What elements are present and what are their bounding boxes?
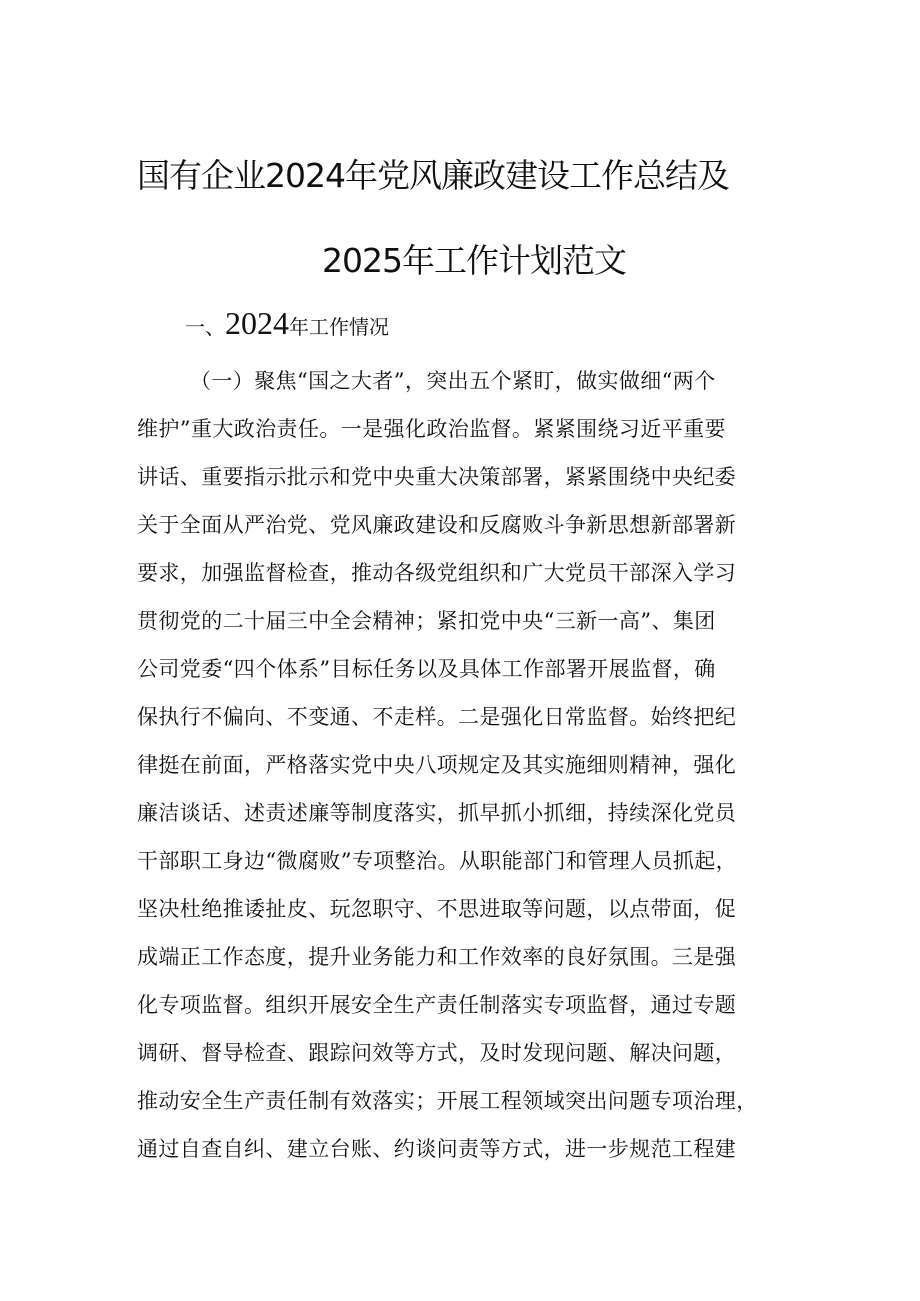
section-heading-year: 2024 [225, 305, 289, 341]
paragraph-line: 保执行不偏向、不变通、不走样。二是强化日常监督。始终把纪 [137, 705, 737, 729]
paragraph-line: 廉洁谈话、述责述廉等制度落实，抓早抓小抓细，持续深化党员 [137, 801, 737, 825]
paragraph-line: 关于全面从严治党、党风廉政建设和反腐败斗争新思想新部署新 [137, 513, 737, 537]
paragraph-line: 讲话、重要指示批示和党中央重大决策部署，紧紧围绕中央纪委 [137, 465, 737, 489]
paragraph-line: 化专项监督。组织开展安全生产责任制落实专项监督，通过专题 [137, 993, 737, 1017]
paragraph-line: 公司党委“四个体系”目标任务以及具体工作部署开展监督，确 [137, 657, 716, 681]
paragraph-line: 成端正工作态度，提升业务能力和工作效率的良好氛围。三是强 [137, 945, 737, 969]
document-title-line-2: 2025年工作计划范文 [322, 241, 626, 280]
paragraph-line: 通过自查自纠、建立台账、约谈问责等方式，进一步规范工程建 [137, 1137, 737, 1161]
paragraph-line: 调研、督导检查、跟踪问效等方式，及时发现问题、解决问题， [137, 1041, 737, 1065]
paragraph-line: 干部职工身边“微腐败”专项整治。从职能部门和管理人员抓起， [137, 849, 738, 873]
section-heading-prefix: 一、 [185, 315, 225, 339]
paragraph-line: （一）聚焦“国之大者”，突出五个紧盯，做实做细“两个 [190, 369, 716, 393]
section-heading-suffix: 年工作情况 [289, 315, 389, 339]
paragraph-line: 维护”重大政治责任。一是强化政治监督。紧紧围绕习近平重要 [137, 417, 726, 441]
paragraph-line: 贯彻党的二十届三中全会精神；紧扣党中央“三新一高”、集团 [137, 609, 716, 633]
paragraph-line: 律挺在前面，严格落实党中央八项规定及其实施细则精神，强化 [137, 753, 737, 777]
document-title-line-1: 国有企业2024年党风廉政建设工作总结及 [137, 156, 729, 195]
paragraph-line: 坚决杜绝推诿扯皮、玩忽职守、不思进取等问题，以点带面，促 [137, 897, 737, 921]
paragraph-line: 推动安全生产责任制有效落实；开展工程领域突出问题专项治理， [137, 1089, 758, 1113]
paragraph-line: 要求，加强监督检查，推动各级党组织和广大党员干部深入学习 [137, 561, 737, 585]
